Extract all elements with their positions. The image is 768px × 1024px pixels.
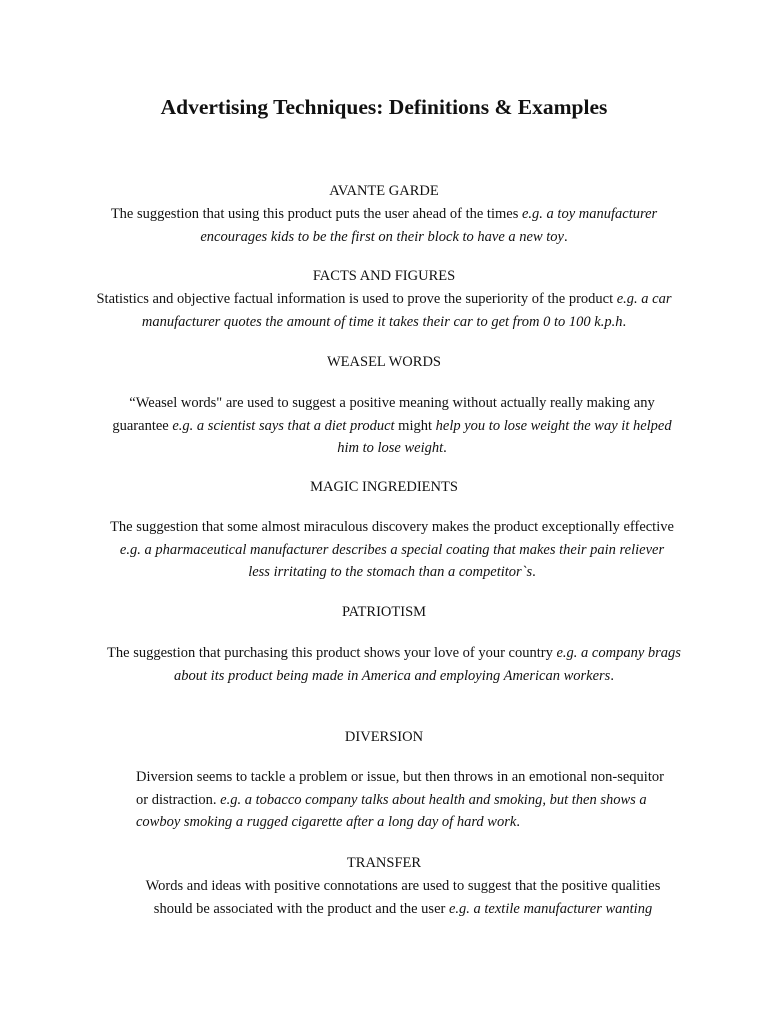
example-text: e.g. a toy manufacturer encourages kids to be the first on their block to have a new toy — [200, 206, 658, 245]
section-heading-magic-ingredients: MAGIC INGREDIENTS — [310, 479, 458, 495]
section-heading-transfer: TRANSFER — [346, 855, 422, 871]
end-punct: . — [532, 564, 536, 580]
end-punct: . — [516, 814, 520, 830]
section-body-transfer — [130, 875, 676, 920]
definition-text: The suggestion that purchasing this product shows your love of your country — [107, 645, 557, 661]
definition-text: The suggestion that using this product puts the user ahead of the times — [110, 206, 522, 222]
section-body-avante-garde — [92, 203, 676, 248]
section-heading-diversion: DIVERSION — [344, 729, 424, 745]
document-title: Advertising Techniques: Definitions & Examples — [160, 95, 608, 119]
definition-text: “Weasel words" are used to suggest a positive meaning without actually really making any guarantee — [112, 395, 655, 434]
example-text: e.g. a tobacco company talks about health and smoking, but then shows a cowboy smoking a rugged cigarette after a long day of hard work — [136, 791, 647, 830]
section-body-patriotism — [104, 642, 684, 687]
section-heading-patriotism: PATRIOTISM — [341, 604, 427, 620]
example-text: e.g. a company brags about its product being made in America and employing American workers — [174, 645, 681, 684]
example-text: e.g. a scientist says that a diet product — [172, 417, 395, 434]
example-text: e.g. a pharmaceutical manufacturer describes a special coating that makes their pain reliever less irritating to the stomach than a competitor`s — [119, 541, 665, 580]
definition-text: Words and ideas with positive connotations are used to suggest that the positive qualities should be associated with the product and the user — [145, 878, 661, 917]
section-body-facts-and-figures — [92, 288, 676, 333]
end-punct: . — [622, 313, 627, 330]
section-body-magic-ingredients — [110, 516, 674, 584]
end-punct: . — [564, 228, 568, 245]
definition-text: The suggestion that some almost miraculous discovery makes the product exceptionally effective — [110, 519, 674, 535]
mid-text: might — [394, 417, 436, 434]
definition-text: Diversion seems to tackle a problem or issue, but then throws in an emotional non-sequitor or distraction. — [136, 769, 664, 808]
section-heading-avante-garde: AVANTE GARDE — [329, 183, 439, 199]
example-text-2: help you to lose weight the way it helped him to lose weight — [337, 417, 672, 456]
definition-text: Statistics and objective factual information is used to prove the superiority of the product — [96, 291, 617, 307]
end-punct: . — [443, 440, 447, 456]
example-text: e.g. a textile manufacturer wanting — [448, 900, 653, 917]
section-heading-facts-and-figures: FACTS AND FIGURES — [312, 268, 456, 284]
section-body-weasel-words — [112, 392, 672, 460]
section-body-diversion — [136, 766, 671, 834]
example-text: e.g. a car manufacturer quotes the amount of time it takes their car to get from 0 to 100 k.p.h — [141, 291, 672, 330]
section-heading-weasel-words: WEASEL WORDS — [327, 354, 441, 370]
end-punct: . — [610, 667, 614, 684]
